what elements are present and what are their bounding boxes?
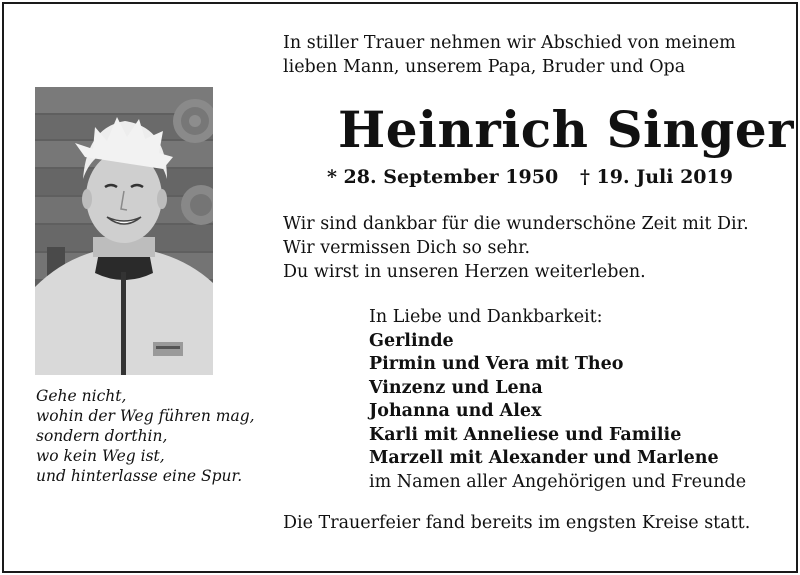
death-date: † 19. Juli 2019 — [580, 166, 733, 188]
funeral-note: Die Trauerfeier fand bereits im engsten Kreise statt. — [283, 513, 751, 533]
signer-name: Vinzenz und Lena — [369, 377, 543, 398]
poem-line: und hinterlasse eine Spur. — [36, 467, 243, 485]
poem-line: wohin der Weg führen mag, — [36, 407, 255, 425]
signer-name: Marzell mit Alexander und Marlene — [369, 448, 719, 468]
message-line: Wir sind dankbar für die wunderschöne Zeit mit Dir. — [283, 214, 749, 234]
signers-heading: In Liebe und Dankbarkeit: — [369, 307, 603, 327]
intro-line: In stiller Trauer nehmen wir Abschied von meinem — [283, 33, 736, 53]
deceased-name: Heinrich Singer — [338, 100, 795, 159]
birth-date: * 28. September 1950 — [327, 166, 559, 188]
portrait-illustration — [35, 87, 213, 375]
message-line: Du wirst in unseren Herzen weiterleben. — [283, 262, 646, 282]
poem-line: Gehe nicht, — [36, 387, 127, 405]
signers-block — [369, 306, 746, 494]
signer-name: Gerlinde — [369, 330, 454, 351]
signers-footer: im Namen aller Angehörigen und Freunde — [369, 471, 747, 492]
signer-name: Pirmin und Vera mit Theo — [369, 354, 624, 374]
poem-line: sondern dorthin, — [36, 427, 168, 445]
signer-name: Karli mit Anneliese und Familie — [369, 424, 682, 445]
portrait-photo — [35, 87, 213, 375]
poem-line: wo kein Weg ist, — [36, 447, 165, 465]
intro-line: lieben Mann, unserem Papa, Bruder und Opa — [283, 57, 686, 77]
intro-text — [283, 31, 736, 79]
poem — [36, 386, 255, 486]
message-line: Wir vermissen Dich so sehr. — [283, 238, 531, 258]
signer-name: Johanna und Alex — [369, 401, 542, 421]
memorial-message — [283, 212, 749, 284]
